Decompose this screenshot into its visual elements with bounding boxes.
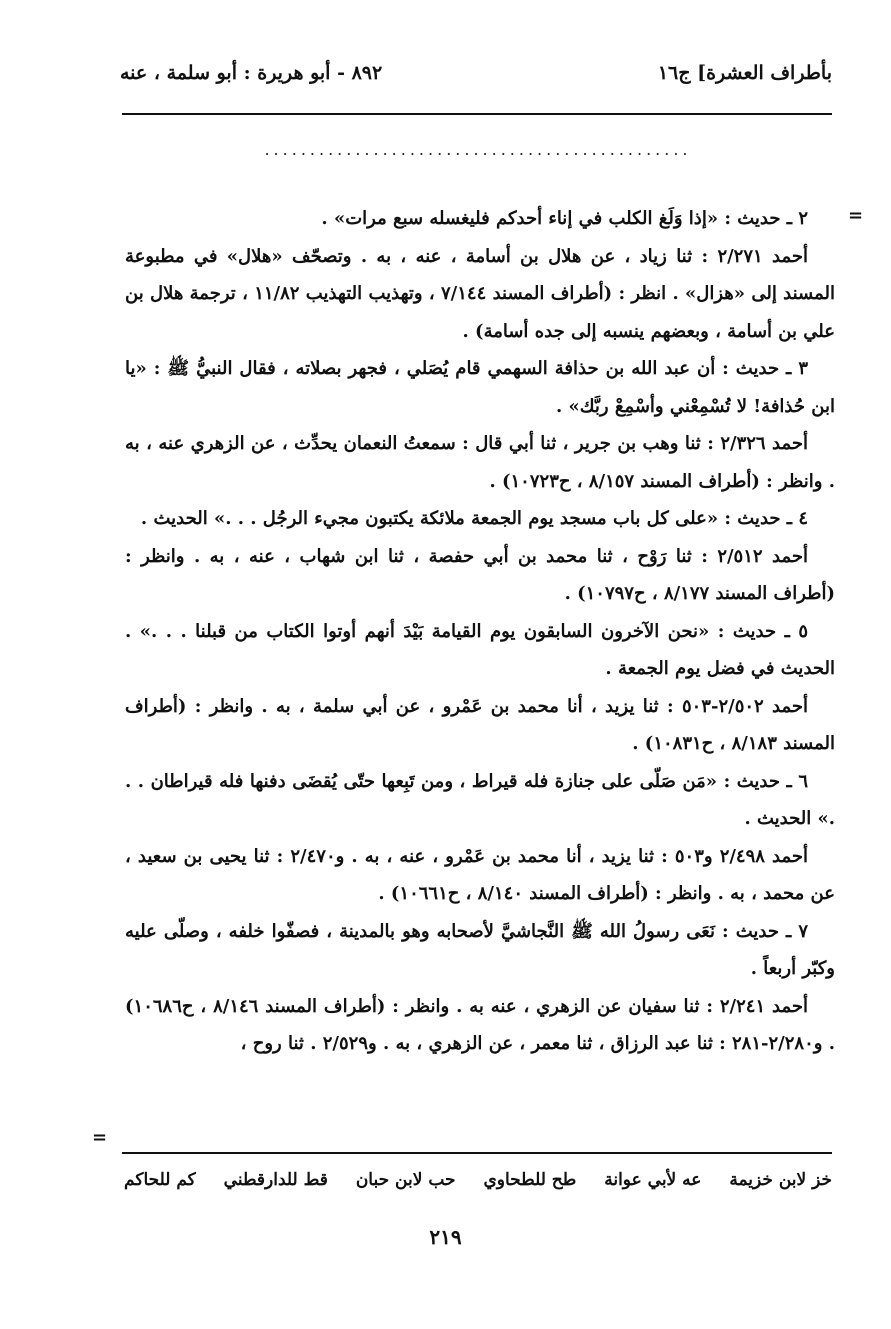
hadith-paragraph: ٤ ـ حديث : «على كل باب مسجد يوم الجمعة ملائكة يكتبون مجيء الرجُل . . .» الحديث . [140,508,808,529]
abbreviation-item: عه لأبي عوانة [604,1170,702,1190]
citation-paragraph: أحمد ٢/٥١٢ : ثنا رَوْح ، ثنا محمد بن أبي حفصة ، ثنا ابن شهاب ، عنه ، به . وانظر : (أطراف المسند ٨/١٧٧ ، ح١٠٧٩٧) . [125,545,835,604]
header-rule [122,113,832,115]
hadith-paragraph: ٧ ـ حديث : نَعَى رسولُ الله ﷺ النَّجاشيَّ لأصحابه وهو بالمدينة ، فصفّوا خلفه ، وصلّى عليه وكبّر أربعاً . [125,920,835,979]
margin-mark-bottom: = [92,1127,108,1148]
hadith-paragraph: ٥ ـ حديث : «نحن الآخرون السابقون يوم القيامة بَيْدَ أنهم أوتوا الكتاب من قبلنا . . .» . الحديث في فضل يوم الجمعة . [125,620,835,679]
hadith-paragraph: ٣ ـ حديث : أن عبد الله بن حذافة السهمي قام يُصَلي ، فجهر بصلاته ، فقال النبيُّ ﷺ : «يا ابن حُذافة! لا تُسْمِعْني وأسْمِعْ ربَّك» . [125,358,835,417]
footer-rule [122,1152,832,1154]
citation-paragraph: أحمد ٢/٢٧١ : ثنا زياد ، عن هلال بن أسامة ، عنه ، به . وتصحّف «هلال» في مطبوعة المسند إلى «هزال» . انظر : (أطراف المسند ٧/١٤٤ ، وتهذيب التهذيب ١١/٨٢ ، ترجمة هلال بن علي بن أسامة ، وبعضهم ينسبه إلى جده أسامة) . [125,245,835,342]
citation-paragraph: أحمد ٢/٥٠٢-٥٠٣ : ثنا يزيد ، أنا محمد بن عَمْرو ، عن أبي سلمة ، به . وانظر : (أطراف المسند ٨/١٨٣ ، ح١٠٨٣١) . [125,695,835,754]
abbreviations-key [120,1166,832,1194]
header-chapter-title: ٨٩٢ - أبو هريرة : أبو سلمة ، عنه [120,62,383,84]
citation-paragraph: أحمد ٢/٢٤١ : ثنا سفيان عن الزهري ، عنه به . وانظر : (أطراف المسند ٨/١٤٦ ، ح١٠٦٨٦) . و٢/٢٨٠-٢٨١ : ثنا عبد الرزاق ، ثنا معمر ، عن الزهري ، به . و٢/٥٢٩ . ثنا روح ، [125,995,835,1054]
main-text [125,200,835,1063]
abbreviation-item: طح للطحاوي [483,1170,577,1190]
header-volume-title: بأطراف العشرة] ج١٦ [657,62,832,84]
citation-paragraph: أحمد ٢/٤٩٨ و٥٠٣ : ثنا يزيد ، أنا محمد بن عَمْرو ، عنه ، به . و٢/٤٧٠ : ثنا يحيى بن سعيد ، عن محمد ، به . وانظر : (أطراف المسند ٨/١٤٠ ، ح١٠٦٦١) . [125,845,835,904]
dotted-separator: ............................................... [264,140,692,159]
hadith-paragraph: ٢ ـ حديث : «إذا وَلَغ الكلب في إناء أحدكم فليغسله سبع مرات» . [321,208,808,229]
hadith-paragraph: ٦ ـ حديث : «مَن صَلّى على جنازة فله قيراط ، ومن تَبِعها حتّى يُقضَى دفنها فله قيراطان . . .» الحديث . [125,770,835,829]
margin-mark-top: = [848,205,864,226]
abbreviation-item: حب لابن حبان [355,1170,456,1190]
running-header [120,62,832,92]
abbreviation-item: كم للحاكم [124,1170,196,1190]
abbreviation-item: خز لابن خزيمة [729,1170,832,1190]
citation-paragraph: أحمد ٢/٣٢٦ : ثنا وهب بن جرير ، ثنا أبي قال : سمعتُ النعمان يحدِّث ، عن الزهري عنه ، به . وانظر : (أطراف المسند ٨/١٥٧ ، ح١٠٧٢٣) . [125,433,835,492]
abbreviation-item: قط للدارقطني [223,1170,328,1190]
page-number: ٢١٩ [429,1225,462,1249]
